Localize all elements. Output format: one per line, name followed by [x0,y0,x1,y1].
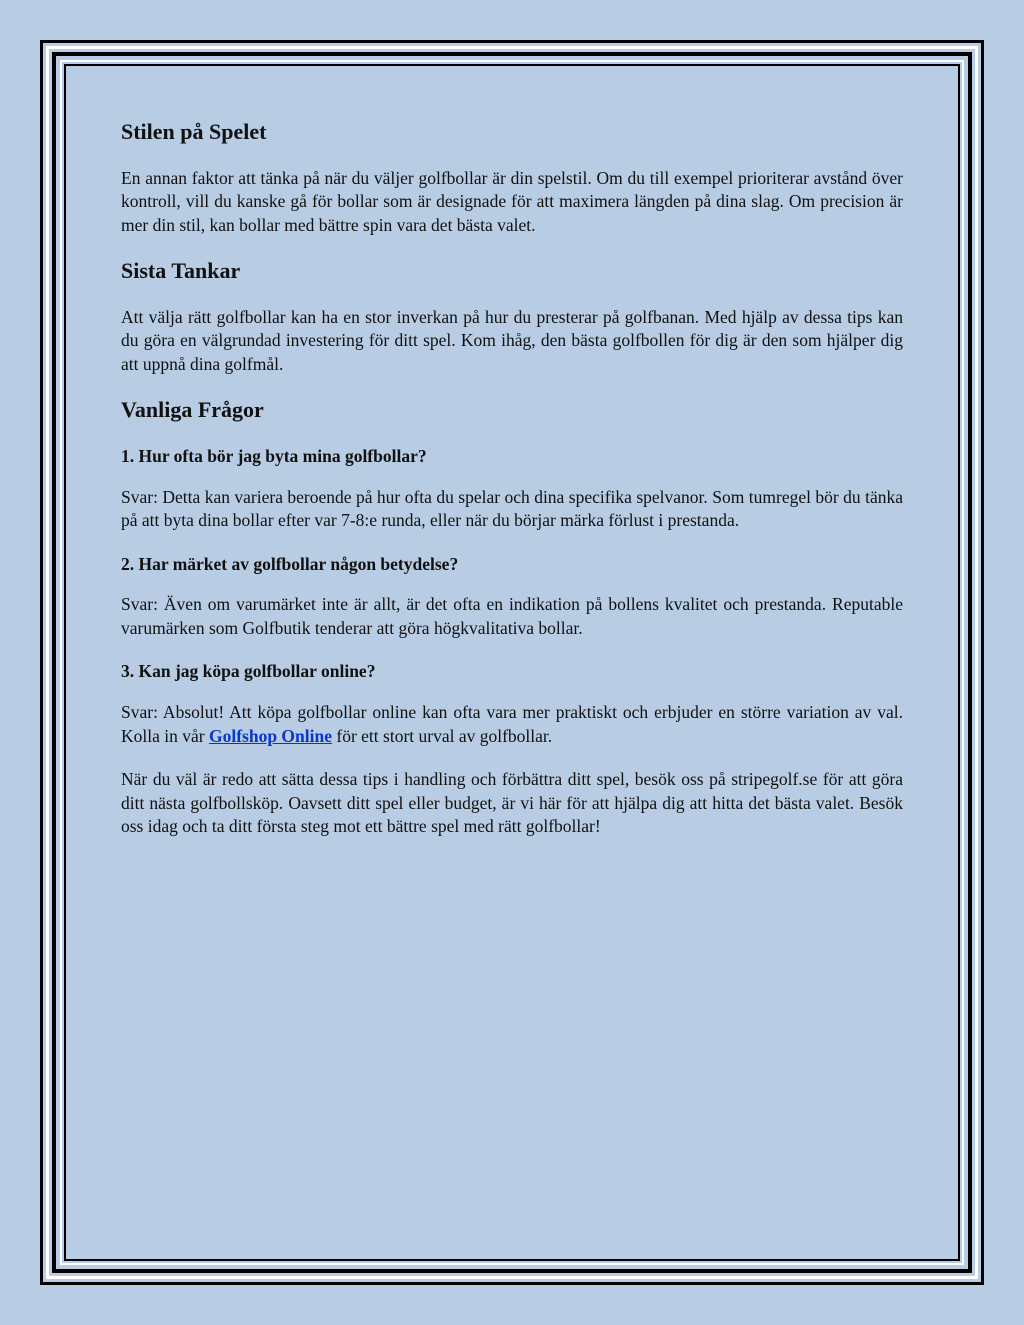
question-2: 2. Har märket av golfbollar någon betydelse? [121,553,459,574]
question-1: 1. Hur ofta bör jag byta mina golfbollar? [121,445,427,466]
heading-stilen: Stilen på Spelet [121,119,267,144]
heading-vanliga-fragor: Vanliga Frågor [121,397,264,423]
heading-sista-tankar: Sista Tankar [121,258,241,284]
question-3: 3. Kan jag köpa golfbollar online? [121,661,376,682]
answer-2: Svar: Även om varumärket inte är allt, är det ofta en indikation på bollens kvalitet och prestanda. Reputable varumärken som Golfbutik tenderar att göra högkvalitativa bollar. [121,594,903,638]
paragraph-stilen: En annan faktor att tänka på när du väljer golfbollar är din spelstil. Om du till exempel prioriterar avstånd över kontroll, vill du kanske gå för bollar som är designade för att maximera längden på dina slag. Om precision är mer din stil, kan bollar med bättre spin vara det bästa valet. [121,167,903,235]
answer-3-text-after: för ett stort urval av golfbollar. [332,725,553,746]
closing-paragraph: När du väl är redo att sätta dessa tips i handling och förbättra ditt spel, besök oss på stripegolf.se för att göra ditt nästa golfbollsköp. Oavsett ditt spel eller budget, är vi här för att hjälpa dig att hitta det bästa valet. Besök oss idag och ta ditt första steg mot ett bättre spel med rätt golfbollar! [121,769,903,837]
document-content [121,118,903,859]
answer-3 [121,701,903,748]
answer-3-text-before: Svar: Absolut! Att köpa golfbollar online kan ofta vara mer praktiskt och erbjuder en större variation av val. Kolla in vår [121,702,903,746]
answer-1: Svar: Detta kan variera beroende på hur ofta du spelar och dina specifika spelvanor. Som tumregel bör du tänka på att byta dina bollar efter var 7-8:e runda, eller när du börjar märka förlust i prestanda. [121,486,903,531]
golfshop-online-link[interactable]: Golfshop Online [208,725,332,746]
paragraph-sista-tankar: Att välja rätt golfbollar kan ha en stor inverkan på hur du presterar på golfbanan. Med hjälp av dessa tips kan du göra en välgrundad investering för ditt spel. Kom ihåg, den bästa golfbollen för dig är den som hjälper dig att uppnå dina golfmål. [121,306,903,374]
